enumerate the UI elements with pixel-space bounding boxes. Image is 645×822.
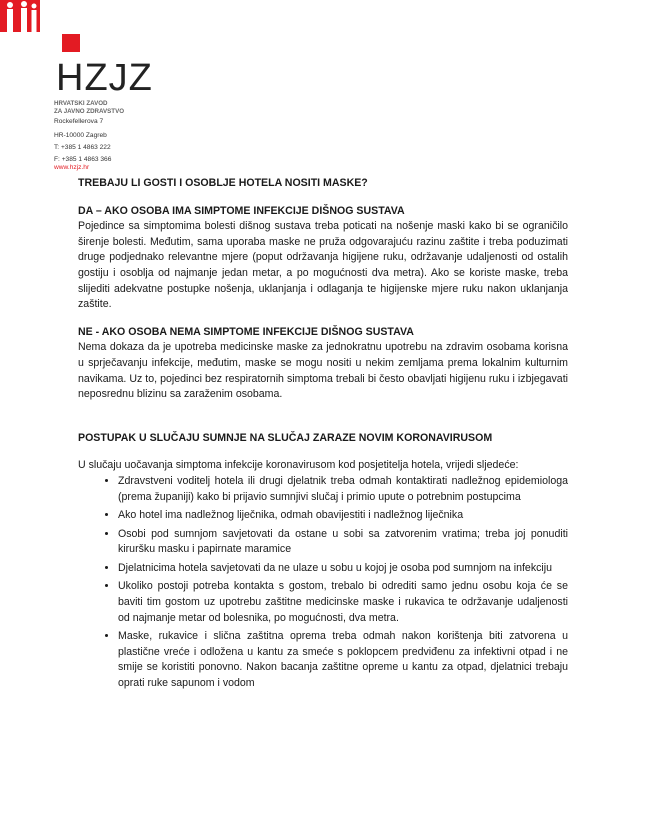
- list-item: • Ukoliko postoji potreba kontakta s gostom, trebalo bi odrediti samo jednu osobu koja će se baviti tim gostom uz upotrebu zaštitne medicinske maske i rukavica te održavanje udaljenosti od najmanje metar od bolesnika, po mogućnosti, dva metra.: [118, 579, 568, 626]
- list-item: • Zdravstveni voditelj hotela ili drugi djelatnik treba odmah kontaktirati nadležnog epidemiologa (prema županiji) kako bi prijavio sumnjivi slučaj i primio upute o potrebnim postupcima: [118, 474, 568, 505]
- address-street: Rockefellerova 7: [54, 118, 104, 125]
- website-link[interactable]: www.hzjz.hr: [54, 164, 90, 171]
- procedure-list: [78, 474, 568, 692]
- section-yes-text: Pojedince sa simptomima bolesti dišnog sustava treba poticati na nošenje maski kako bi se ograničilo širenje bolesti. Međutim, sama uporaba maske ne pruža odgovarajuću razinu zaštite i treba poduzimati druge podjednako relevantne mjere (poput održavanja higijene ruku, održavanje udaljenosti od ostalih gostiju i osoblja od najmanje jedan metar, a po mogućnosti dva metra). Ako se koriste maske, treba slijediti adekvatne postupke nošenja, uklanjanja i odlaganja te higijenske mjere ruku nakon uklanjanja zaštite.: [78, 220, 568, 311]
- document-title: TREBAJU LI GOSTI I OSOBLJE HOTELA NOSITI MASKE?: [78, 177, 368, 189]
- section-no-heading: NE - AKO OSOBA NEMA SIMPTOME INFEKCIJE DIŠNOG SUSTAVA: [78, 325, 414, 338]
- brand-square-icon: [62, 34, 80, 52]
- institution-name: [54, 100, 124, 116]
- institution-line2: ZA JAVNO ZDRAVSTVO: [54, 108, 125, 115]
- phone-number: T: +385 1 4863 222: [54, 144, 111, 151]
- list-item: • Ako hotel ima nadležnog liječnika, odmah obavijestiti i nadležnog liječnika: [118, 508, 568, 524]
- list-item: • Maske, rukavice i slična zaštitna oprema treba odmah nakon korištenja biti zatvorena u plastične vreće i odložena u kantu za smeće s poklopcem predviđenu za infektivni otpad i ne smije se koristiti ponovno. Nakon bacanja zaštitne opreme u kantu za otpad, djelatnici trebaju oprati ruke sapunom i vodom: [118, 629, 568, 691]
- section-yes-heading: DA – AKO OSOBA IMA SIMPTOME INFEKCIJE DIŠNOG SUSTAVA: [78, 204, 405, 217]
- procedure-intro: U slučaju uočavanja simptoma infekcije koronavirusom kod posjetitelja hotela, vrijedi sljedeće:: [78, 459, 519, 472]
- address-city: HR-10000 Zagreb: [54, 132, 107, 139]
- section-no-text: Nema dokaza da je upotreba medicinske maske za jednokratnu upotrebu na zdravim osobama korisna u sprječavanju infekcije, međutim, maske se mogu nositi u nekim zemljama prema lokalnim kulturnim navikama. Uz to, pojedinci bez respiratornih simptoma trebali bi često obavljati higijenu ruku i izbjegavati neposrednu blizinu sa zaraženim osobama.: [78, 341, 568, 401]
- institution-line1: HRVATSKI ZAVOD: [54, 100, 108, 107]
- procedure-heading: POSTUPAK U SLUČAJU SUMNJE NA SLUČAJ ZARAZE NOVIM KORONAVIRUSOM: [78, 431, 493, 444]
- brand-logo: HZJZ: [56, 57, 153, 99]
- logo-figures-icon: [0, 0, 40, 32]
- document-body: [78, 176, 568, 695]
- list-item: • Djelatnicima hotela savjetovati da ne ulaze u sobu u kojoj je osoba pod sumnjom na infekciju: [118, 561, 568, 577]
- fax-number: F: +385 1 4863 366: [54, 156, 112, 163]
- list-item: • Osobi pod sumnjom savjetovati da ostane u sobi sa zatvorenim vratima; treba joj ponuditi kiruršku masku i papirnate maramice: [118, 527, 568, 558]
